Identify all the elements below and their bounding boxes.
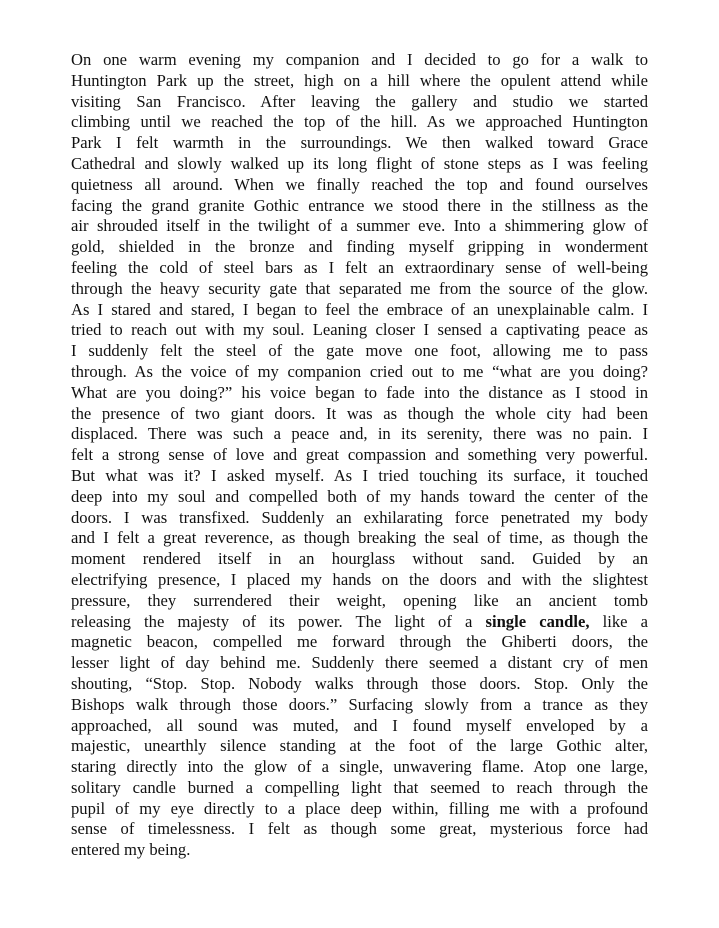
text-line: climbing until we reached the top of the hill. As we approached Huntington xyxy=(71,112,648,132)
text-line-start: releasing the majesty of its power. The light of a xyxy=(71,611,486,631)
text-line: the presence of two giant doors. It was as though the whole city had been xyxy=(71,403,648,423)
text-line-with-bold xyxy=(71,612,648,633)
text-line: magnetic beacon, compelled me forward through the Ghiberti doors, the xyxy=(71,632,648,652)
text-line: through. As the voice of my companion cried out to me “what are you doing? xyxy=(71,361,648,381)
text-line-end: like a xyxy=(589,611,648,631)
text-line: pupil of my eye directly to a place deep within, filling me with a profound xyxy=(71,798,648,818)
text-line: I suddenly felt the steel of the gate move one foot, allowing me to pass xyxy=(71,341,648,361)
text-line: Huntington Park up the street, high on a hill where the opulent attend while xyxy=(71,70,648,90)
text-line: sense of timelessness. I felt as though some great, mysterious force had xyxy=(71,819,648,839)
text-line: shouting, “Stop. Stop. Nobody walks through those doors. Stop. Only the xyxy=(71,673,648,693)
text-line: air shrouded itself in the twilight of a summer eve. Into a shimmering glow of xyxy=(71,216,648,236)
text-line: electrifying presence, I placed my hands on the doors and with the slightest xyxy=(71,569,648,589)
text-line: facing the grand granite Gothic entrance we stood there in the stillness as the xyxy=(71,195,648,215)
body-paragraph xyxy=(71,50,648,861)
text-line: What are you doing?” his voice began to fade into the distance as I stood in xyxy=(71,382,648,402)
text-line: displaced. There was such a peace and, in its serenity, there was no pain. I xyxy=(71,424,648,444)
text-line: Park I felt warmth in the surroundings. We then walked toward Grace xyxy=(71,133,648,153)
text-line: moment rendered itself in an hourglass without sand. Guided by an xyxy=(71,549,648,569)
text-line: quietness all around. When we finally reached the top and found ourselves xyxy=(71,174,648,194)
text-line: approached, all sound was muted, and I found myself enveloped by a xyxy=(71,715,648,735)
text-line: entered my being. xyxy=(71,840,191,860)
text-line: gold, shielded in the bronze and finding myself gripping in wonderment xyxy=(71,237,648,257)
text-line: On one warm evening my companion and I decided to go for a walk to xyxy=(71,50,648,69)
text-line: lesser light of day behind me. Suddenly there seemed a distant cry of men xyxy=(71,653,648,673)
text-line: But what was it? I asked myself. As I tried touching its surface, it touched xyxy=(71,465,648,485)
text-line: Cathedral and slowly walked up its long flight of stone steps as I was feeling xyxy=(71,153,648,173)
text-line: As I stared and stared, I began to feel the embrace of an unexplainable calm. I xyxy=(71,299,648,319)
text-line: tried to reach out with my soul. Leaning closer I sensed a captivating peace as xyxy=(71,320,648,340)
text-line: Bishops walk through those doors.” Surfacing slowly from a trance as they xyxy=(71,694,648,714)
text-line: solitary candle burned a compelling light that seemed to reach through the xyxy=(71,777,648,797)
text-line: pressure, they surrendered their weight, opening like an ancient tomb xyxy=(71,590,648,610)
bold-phrase: single candle, xyxy=(485,611,590,631)
text-line: doors. I was transfixed. Suddenly an exhilarating force penetrated my body xyxy=(71,507,648,527)
text-line: and I felt a great reverence, as though breaking the seal of time, as though the xyxy=(71,528,648,548)
text-line: through the heavy security gate that separated me from the source of the glow. xyxy=(71,278,648,298)
text-line: visiting San Francisco. After leaving the gallery and studio we started xyxy=(71,91,648,111)
text-line: deep into my soul and compelled both of my hands toward the center of the xyxy=(71,486,648,506)
text-line: majestic, unearthly silence standing at the foot of the large Gothic alter, xyxy=(71,736,648,756)
text-line: felt a strong sense of love and great compassion and something very powerful. xyxy=(71,445,648,465)
text-line: feeling the cold of steel bars as I felt an extraordinary sense of well-being xyxy=(71,257,648,277)
text-line: staring directly into the glow of a single, unwavering flame. Atop one large, xyxy=(71,757,648,777)
